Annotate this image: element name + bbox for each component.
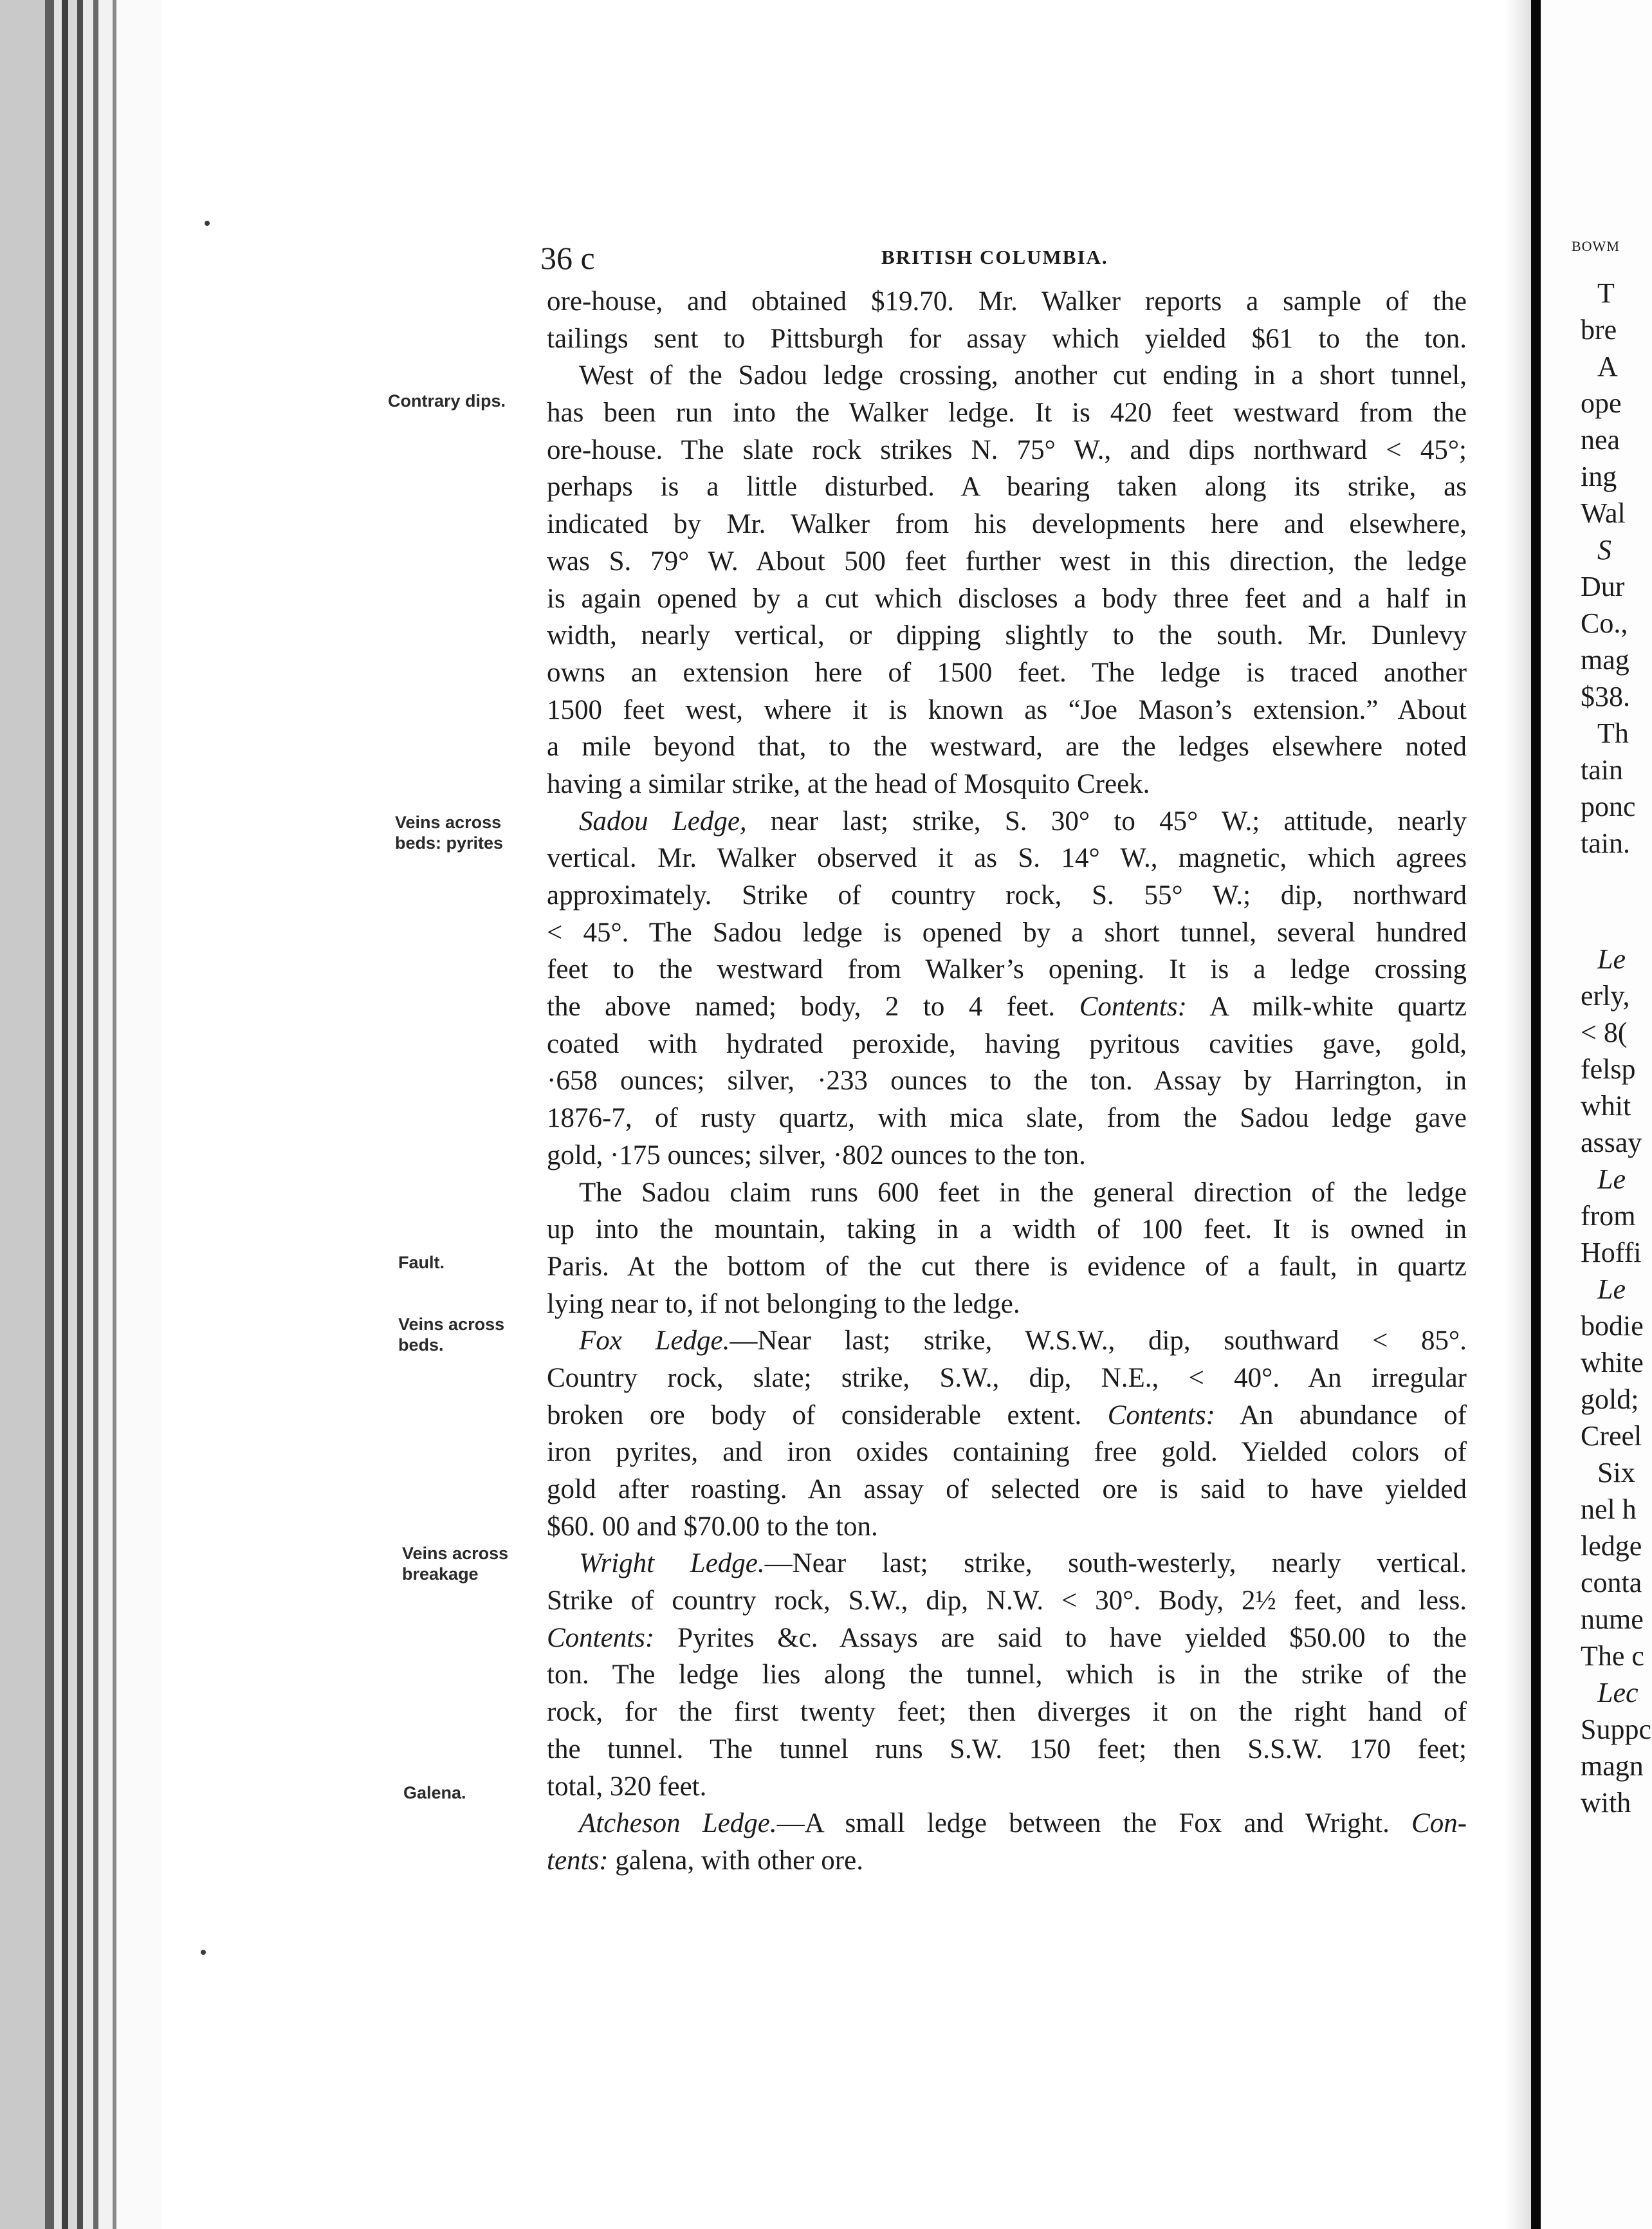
- contents-label: tents:: [547, 1845, 609, 1876]
- facing-page-line: conta: [1581, 1567, 1642, 1598]
- sidenote-line: beds.: [398, 1335, 444, 1355]
- contents-label: Contents:: [1079, 992, 1187, 1022]
- gutter-shadow: [1505, 0, 1531, 2229]
- text-line: Strike of country rock, S.W., dip, N.W. < 30°. Body, 2½ feet, and less.: [547, 1586, 1467, 1616]
- text-line: [547, 1545, 1467, 1582]
- book-spine-edge: [0, 0, 161, 2229]
- sidenote-line: Veins across: [402, 1544, 509, 1563]
- sidenote-veins-pyrites: [395, 812, 503, 853]
- facing-page-line: Hoffi: [1581, 1237, 1642, 1268]
- text-line: ore-house, and obtained $19.70. Mr. Walker reports a sample of the: [547, 286, 1467, 317]
- text-line: Country rock, slate; strike, S.W., dip, N.E., < 40°. An irregular: [547, 1362, 1467, 1393]
- facing-page-line: Six: [1597, 1457, 1635, 1488]
- facing-page-line: Lec: [1597, 1677, 1638, 1708]
- sidenote-veins-beds: [398, 1314, 504, 1355]
- text-run: galena, with other ore.: [608, 1845, 863, 1876]
- text-line: ton. The ledge lies along the tunnel, which is in the strike of the: [547, 1660, 1467, 1690]
- facing-page-header: BOWM: [1572, 238, 1620, 254]
- running-title: BRITISH COLUMBIA.: [881, 246, 1108, 268]
- text-line: 1500 feet west, where it is known as “Joe Mason’s extension.” About: [547, 694, 1467, 725]
- text-line: Paris. At the bottom of the cut there is evidence of a fault, in quartz: [547, 1251, 1467, 1282]
- text-line: [547, 1805, 1467, 1842]
- facing-page-line: ponc: [1581, 791, 1636, 822]
- facing-page-line: with: [1581, 1787, 1631, 1818]
- facing-page-line: < 8(: [1581, 1017, 1628, 1048]
- facing-page-line: Le: [1597, 1273, 1626, 1305]
- text-run: An abundance of: [1215, 1400, 1467, 1430]
- text-line: [547, 803, 1467, 840]
- text-line: total, 320 feet.: [547, 1771, 707, 1802]
- text-line: < 45°. The Sadou ledge is opened by a short tunnel, several hundred: [547, 917, 1467, 948]
- facing-page-line: A: [1597, 351, 1618, 382]
- facing-page-line: bre: [1581, 314, 1617, 346]
- sidenote-line: Veins across: [395, 813, 502, 832]
- facing-page-line: Le: [1597, 1163, 1626, 1195]
- body-text: [547, 283, 1467, 1880]
- sidenote-line: Veins across: [398, 1315, 505, 1334]
- facing-page-line: tain.: [1581, 828, 1630, 859]
- text-run: broken ore body of considerable extent.: [547, 1400, 1108, 1430]
- text-line: was S. 79° W. About 500 feet further west in this direction, the ledge: [547, 546, 1467, 577]
- facing-page-line: felsp: [1581, 1053, 1636, 1085]
- facing-page-line: erly,: [1581, 980, 1630, 1012]
- facing-page-line: magn: [1581, 1750, 1644, 1782]
- text-line: coated with hydrated peroxide, having pyritous cavities gave, gold,: [547, 1028, 1467, 1059]
- text-line: tailings sent to Pittsburgh for assay which yielded $61 to the ton.: [547, 323, 1467, 354]
- contents-label: Con-: [1411, 1808, 1467, 1839]
- sidenote-line: breakage: [402, 1564, 479, 1584]
- facing-page-line: Wal: [1581, 497, 1626, 529]
- text-run: near last; strike, S. 30° to 45° W.; attitude, nearly: [746, 806, 1467, 837]
- text-run: —A small ledge between the Fox and Wright.: [776, 1808, 1412, 1839]
- facing-page-line: bodie: [1581, 1310, 1644, 1342]
- text-line: indicated by Mr. Walker from his developments here and elsewhere,: [547, 509, 1467, 540]
- facing-page-line: nume: [1581, 1604, 1644, 1635]
- facing-page-line: ope: [1581, 387, 1622, 419]
- text-line: up into the mountain, taking in a width of 100 feet. It is owned in: [547, 1214, 1467, 1245]
- facing-page-line: Th: [1597, 717, 1629, 749]
- text-line: 1876-7, of rusty quartz, with mica slate, from the Sadou ledge gave: [547, 1103, 1467, 1134]
- facing-page-line: Suppc: [1581, 1714, 1651, 1745]
- text-line: gold after roasting. An assay of selected ore is said to have yielded: [547, 1474, 1467, 1504]
- margin-dot-top: [205, 221, 210, 226]
- facing-page-line: white: [1581, 1347, 1644, 1378]
- facing-page-line: assay: [1581, 1127, 1642, 1158]
- facing-page-line: mag: [1581, 644, 1629, 676]
- page-number: 36 c: [540, 240, 595, 276]
- facing-page-fragment: [1541, 0, 1652, 2229]
- text-line: $60. 00 and $70.00 to the ton.: [547, 1511, 878, 1542]
- sidenote-line: beds: pyrites: [395, 833, 504, 853]
- sidenote-fault: [398, 1252, 445, 1273]
- text-line: [547, 1620, 1467, 1657]
- text-line: The Sadou claim runs 600 feet in the general direction of the ledge: [579, 1177, 1467, 1208]
- ledge-title: Wright Ledge.: [579, 1548, 765, 1579]
- facing-page-line: Creel: [1581, 1420, 1642, 1452]
- text-line: the tunnel. The tunnel runs S.W. 150 feet; then S.S.W. 170 feet;: [547, 1734, 1467, 1764]
- page-header: [540, 239, 1467, 278]
- text-line: iron pyrites, and iron oxides containing free gold. Yielded colors of: [547, 1437, 1467, 1468]
- text-line: lying near to, if not belonging to the ledge.: [547, 1288, 1020, 1319]
- facing-page-line: T: [1597, 277, 1615, 309]
- text-line: gold, ·175 ounces; silver, ·802 ounces to the ton.: [547, 1140, 1086, 1170]
- sidenote-galena: [403, 1782, 466, 1803]
- sidenote-text: Galena.: [403, 1783, 466, 1802]
- facing-page-line: ledge: [1581, 1530, 1642, 1562]
- text-line: a mile beyond that, to the westward, are the ledges elsewhere noted: [547, 732, 1467, 763]
- text-line: has been run into the Walker ledge. It is 420 feet westward from the: [547, 398, 1467, 429]
- text-line: is again opened by a cut which discloses a body three feet and a half in: [547, 583, 1467, 614]
- ledge-title: Fox Ledge.: [579, 1326, 730, 1356]
- text-line: [547, 988, 1467, 1026]
- facing-page-line: Co.,: [1581, 607, 1628, 639]
- sidenote-contrary-dips: [388, 391, 506, 411]
- text-line: [547, 1397, 1467, 1434]
- ledge-title: Atcheson Ledge.: [579, 1808, 777, 1839]
- facing-page-line: from: [1581, 1200, 1636, 1232]
- text-line: West of the Sadou ledge crossing, another cut ending in a short tunnel,: [579, 360, 1467, 391]
- facing-page-line: whit: [1581, 1090, 1631, 1122]
- text-line: ·658 ounces; silver, ·233 ounces to the ton. Assay by Harrington, in: [547, 1066, 1467, 1096]
- text-line: ore-house. The slate rock strikes N. 75° W., and dips northward < 45°;: [547, 434, 1467, 465]
- text-line: [547, 1842, 1467, 1880]
- facing-page-line: ing: [1581, 461, 1617, 492]
- facing-page-line: $38.: [1581, 681, 1630, 712]
- text-run: —Near last; strike, south-westerly, nearly vertical.: [764, 1548, 1467, 1579]
- text-run: A milk-white quartz: [1186, 992, 1467, 1022]
- text-run: Pyrites &c. Assays are said to have yielded $50.00 to the: [654, 1622, 1467, 1653]
- margin-dot-bottom: [201, 1950, 206, 1955]
- ledge-title: Sadou Ledge,: [579, 806, 747, 837]
- facing-page-line: nel h: [1581, 1494, 1637, 1525]
- text-run: the above named; body, 2 to 4 feet.: [547, 992, 1079, 1022]
- sidenote-text: Contrary dips.: [388, 391, 506, 411]
- facing-page-line: gold;: [1581, 1383, 1639, 1415]
- text-line: width, nearly vertical, or dipping slightly to the south. Mr. Dunlevy: [547, 620, 1467, 651]
- text-line: rock, for the first twenty feet; then diverges it on the right hand of: [547, 1697, 1467, 1728]
- text-line: having a similar strike, at the head of Mosquito Creek.: [547, 768, 1150, 799]
- facing-page-line: tain: [1581, 754, 1623, 786]
- text-line: vertical. Mr. Walker observed it as S. 14° W., magnetic, which agrees: [547, 843, 1467, 874]
- text-line: approximately. Strike of country rock, S. 55° W.; dip, northward: [547, 880, 1467, 911]
- contents-label: Contents:: [1107, 1400, 1215, 1430]
- facing-page-line: nea: [1581, 424, 1620, 456]
- sidenote-text: Fault.: [398, 1253, 445, 1272]
- text-run: —Near last; strike, W.S.W., dip, southward < 85°.: [730, 1326, 1467, 1356]
- text-line: [547, 1322, 1467, 1360]
- facing-page-line: S: [1597, 534, 1611, 566]
- text-line: owns an extension here of 1500 feet. The ledge is traced another: [547, 657, 1467, 688]
- text-line: feet to the westward from Walker’s opening. It is a ledge crossing: [547, 954, 1467, 985]
- sidenote-veins-breakage: [402, 1543, 508, 1584]
- text-line: perhaps is a little disturbed. A bearing taken along its strike, as: [547, 472, 1467, 503]
- facing-page-line: The c: [1581, 1640, 1644, 1672]
- contents-label: Contents:: [547, 1622, 655, 1653]
- facing-page-line: Le: [1597, 943, 1626, 975]
- facing-page-line: Dur: [1581, 571, 1625, 602]
